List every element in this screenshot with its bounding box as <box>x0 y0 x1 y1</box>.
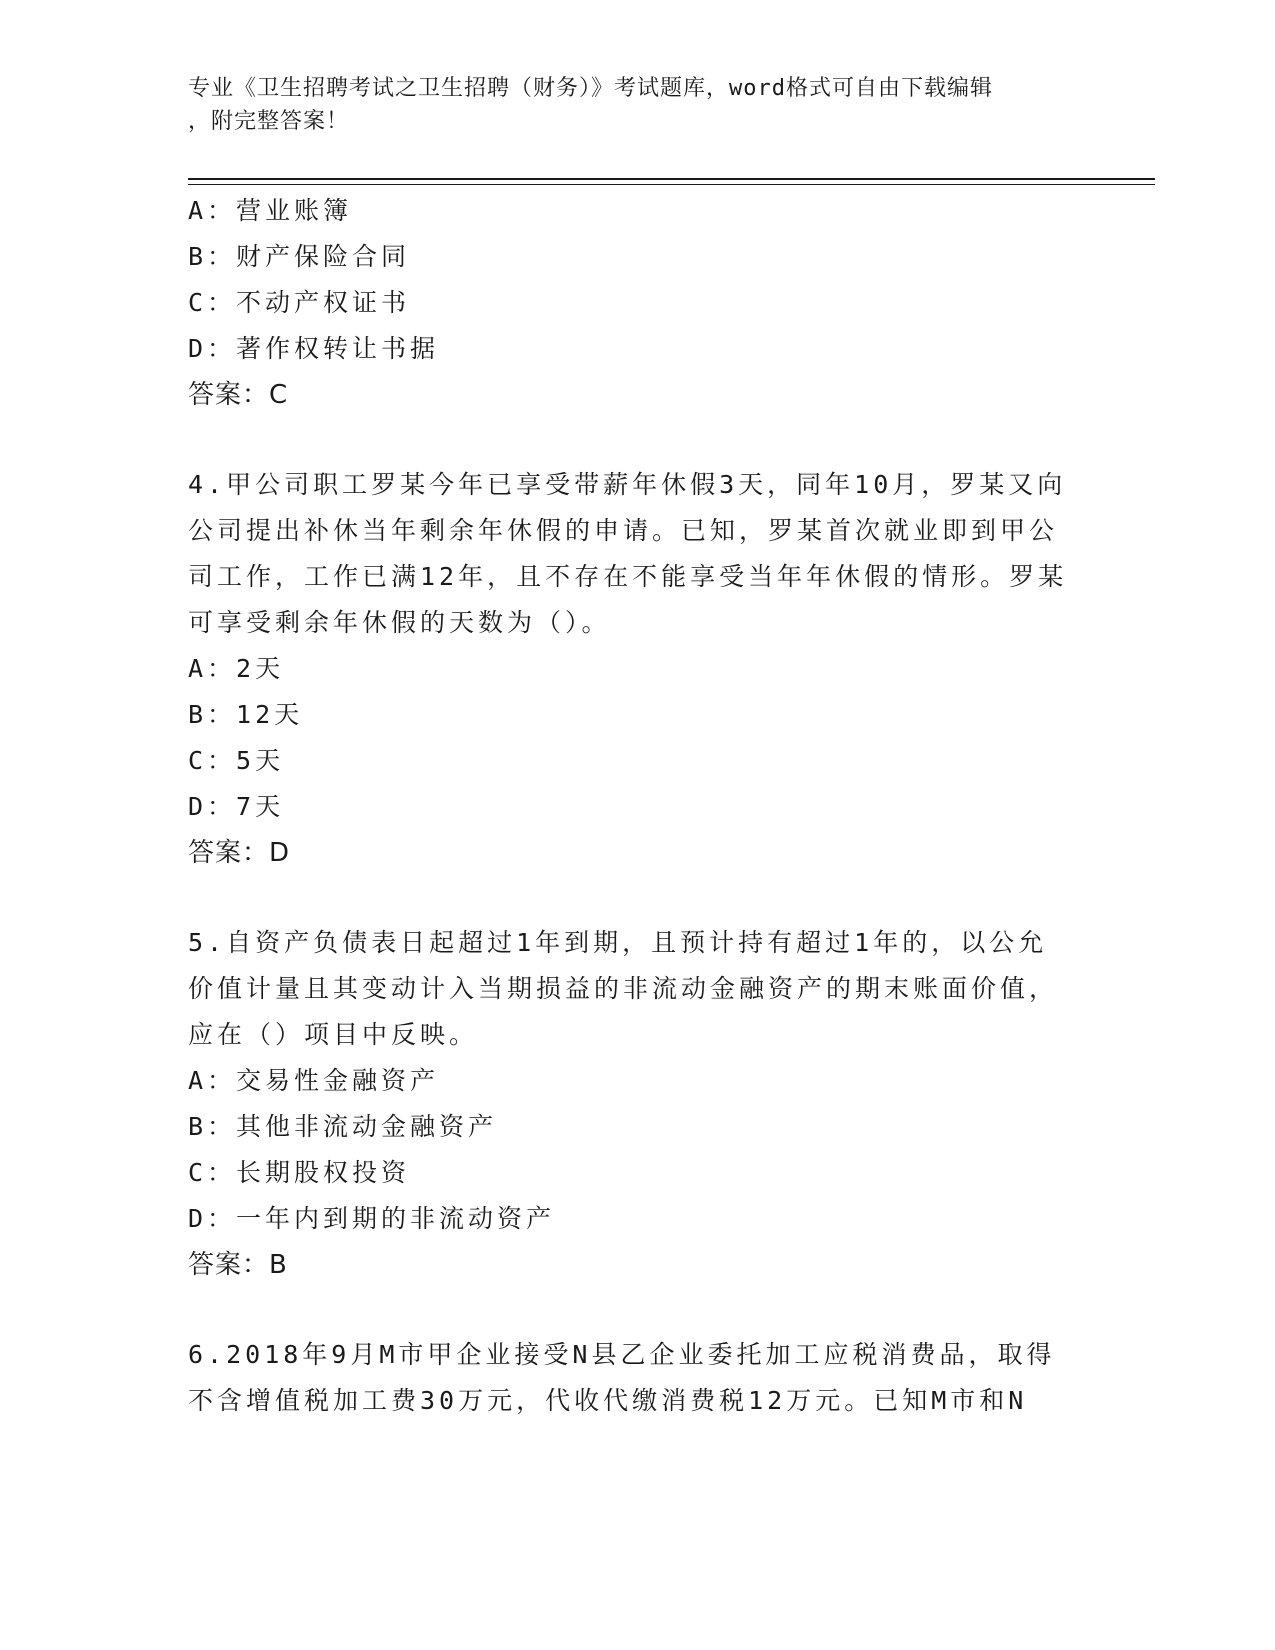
question-3 <box>188 188 1088 418</box>
question-stem-line: 价值计量且其变动计入当期损益的非流动金融资产的期末账面价值， <box>188 974 1059 1003</box>
option-d: D：一年内到期的非流动资产 <box>188 1204 556 1233</box>
question-stem-line: 可享受剩余年休假的天数为（）。 <box>188 608 611 637</box>
question-stem-line: 公司提出补休当年剩余年休假的申请。已知，罗某首次就业即到甲公 <box>188 516 1059 545</box>
question-stem-line: 司工作，工作已满12年，且不存在不能享受当年年休假的情形。罗某 <box>188 562 1068 591</box>
question-5 <box>188 920 1088 1288</box>
option-b: B：其他非流动金融资产 <box>188 1112 498 1141</box>
answer-text: 答案：C <box>188 380 289 410</box>
question-4 <box>188 462 1088 876</box>
question-6 <box>188 1332 1088 1424</box>
option-a: A：2天 <box>188 654 285 683</box>
option-a: A：营业账簿 <box>188 196 353 225</box>
question-stem-line: 4.甲公司职工罗某今年已享受带薪年休假3天，同年10月，罗某又向 <box>188 470 1067 499</box>
option-b: B：12天 <box>188 700 304 729</box>
answer-text: 答案：D <box>188 838 291 868</box>
option-d: D：著作权转让书据 <box>188 334 440 363</box>
header-divider-thick <box>188 178 1155 180</box>
header-line-2: ，附完整答案！ <box>188 109 350 134</box>
question-stem-line: 应在（）项目中反映。 <box>188 1020 479 1049</box>
option-a: A：交易性金融资产 <box>188 1066 440 1095</box>
option-c: C：不动产权证书 <box>188 288 411 317</box>
option-c: C：5天 <box>188 746 285 775</box>
option-b: B：财产保险合同 <box>188 242 411 271</box>
question-stem-line: 5.自资产负债表日起超过1年到期，且预计持有超过1年的，以公允 <box>188 928 1048 957</box>
question-list <box>188 188 1088 1424</box>
answer-text: 答案：B <box>188 1250 288 1280</box>
header-divider-thin <box>188 184 1155 185</box>
option-d: D：7天 <box>188 792 285 821</box>
question-stem-line: 不含增值税加工费30万元，代收代缴消费税12万元。已知M市和N <box>188 1386 1028 1415</box>
option-c: C：长期股权投资 <box>188 1158 411 1187</box>
header-line-1: 专业《卫生招聘考试之卫生招聘（财务）》考试题库，word格式可自由下载编辑 <box>188 76 993 101</box>
document-header <box>188 72 1078 138</box>
question-stem-line: 6.2018年9月M市甲企业接受N县乙企业委托加工应税消费品，取得 <box>188 1340 1056 1369</box>
